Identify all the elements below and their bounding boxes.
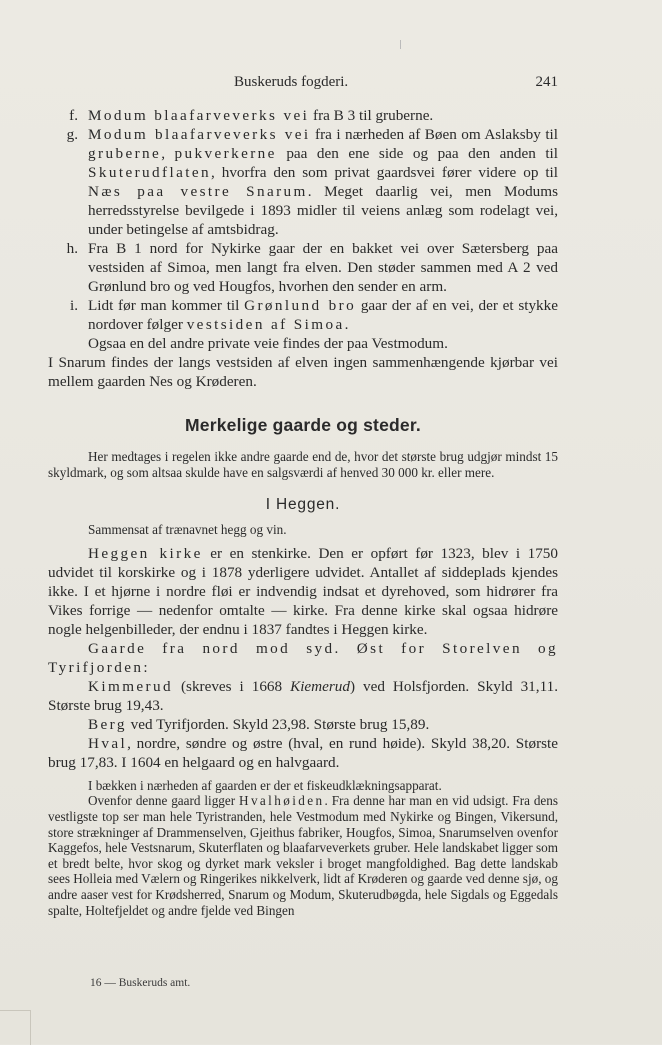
- spaced-term: pukverkerne: [174, 145, 277, 162]
- page-body: [48, 106, 558, 918]
- section-intro: Her medtages i regelen ikke andre gaarde end de, hvor det største brug udgjør mindst 15 skyldmark, og som altsaa skulde have en salgsværdi af henved 30 000 kr. eller mere.: [48, 449, 558, 480]
- page-number: 241: [535, 74, 558, 90]
- church-paragraph: [48, 544, 558, 639]
- road-text: gaar der af en vei, der et stykke nordover følger: [88, 297, 558, 333]
- scan-speck: [400, 40, 401, 49]
- spaced-term: Hvalhøiden: [239, 793, 325, 809]
- item-marker: h.: [66, 240, 78, 257]
- item-marker: f.: [69, 107, 78, 124]
- road-text: Fra B 1 nord for Nykirke gaar der en bakket vei over Sætersberg paa vestsiden af Simoa, men langt fra elven. Den støder sammen med A 2 ved Grønlund bro og ved Hougfos, hvorhen den sender en arm.: [88, 240, 558, 295]
- road-item-i: [48, 296, 558, 334]
- note-text: Ovenfor denne gaard ligger: [88, 793, 240, 809]
- hval-notes: [48, 778, 558, 918]
- spaced-term: gruberne: [88, 145, 162, 162]
- farm-text: , nordre, søndre og østre (hval, en rund høide). Skyld 38,20. Største brug 17,83. I 1604 en helgaard og en halvgaard.: [48, 734, 558, 771]
- paragraph-private-roads: Ogsaa en del andre private veie findes der paa Vestmodum.: [88, 335, 448, 352]
- road-name: Modum blaafarveverks vei: [88, 126, 311, 143]
- spaced-term: Næs paa vestre Snarum: [88, 183, 308, 200]
- road-text: fra B 3 til gruberne.: [309, 107, 434, 124]
- road-text: paa den ene side og paa den anden til: [276, 145, 558, 162]
- item-marker: g.: [66, 126, 78, 143]
- farm-entry: [48, 677, 558, 715]
- farm-text: ved Tyrifjorden. Skyld 23,98. Største brug 15,89.: [126, 715, 430, 733]
- farm-name: Kimmerud: [88, 677, 174, 695]
- farm-entry: [48, 734, 558, 772]
- road-text: ,: [161, 145, 175, 162]
- church-text: er en stenkirke. Den er opført før 1323, blev i 1750 udvidet til korskirke og i 1878 yderligere udvidet. Antallet af siddeplads kjendes ikke. I et hjørne i nordre fløi er indvendig indsat et dyrehoved, som hidrører fra Vikes forrige — nedenfor omtalte — kirke. Fra denne kirke skal ogsaa hidrøre nogle helgenbilleder, der endnu i 1837 fandtes i Heggen kirke.: [48, 544, 558, 638]
- road-item-g: [48, 125, 558, 239]
- page-header: [48, 74, 558, 96]
- name-origin: Sammensat af trænavnet hegg og vin.: [88, 522, 287, 538]
- signature-line: 16 — Buskeruds amt.: [90, 977, 191, 989]
- farm-entry: [48, 715, 558, 734]
- section-title: Merkelige gaarde og steder.: [185, 415, 421, 435]
- spaced-term: Skuterudflaten: [88, 164, 212, 181]
- farm-alt-name: Kiemerud: [290, 677, 350, 695]
- road-text: Lidt før man kommer til: [88, 297, 245, 314]
- farm-name: Hval: [88, 734, 128, 752]
- spaced-term: Grønlund bro: [244, 297, 357, 314]
- subsection-title: I Heggen.: [265, 496, 341, 514]
- item-marker: i.: [69, 297, 78, 314]
- spaced-term: vestsiden af Simoa: [186, 316, 345, 333]
- note-text: . Fra denne har man en vid udsigt. Fra dens vestligste top ser man hele Tyristranden, hele Vestmodum med Nykirke og Bingen, Vikersund, store strækninger af Drammenselven, Gjeithus fabriker, Hougfos, Simoa, Snarumselven ovenfor Kaggefos, hele Vestsnarum, Skuterflaten og blaafarveverkets gruber. Hele landskabet ligger som et bredt belte, hvor skog og dyrket mark veksler i broget mangfoldighed. Bag dette landskab sees Holleia med Vælern og Ringerikes nikkelverk, lidt af Krøderen og gaarde ved denne sjø, og andre aaser vest for Krødsherred, Snarum og Modum, Skuterudbøgda, hele Sigdals og Eggedals spalte, Holtefjeldet og andre fjelde ved Bingen: [48, 793, 558, 918]
- road-text: .: [344, 316, 349, 333]
- running-title: Buskeruds fogderi.: [234, 74, 349, 90]
- hval-note: I bækken i nærheden af gaarden er der et fiskeudklækningsapparat.: [88, 777, 442, 793]
- road-text: . Meget daarlig vei, men Modums herredsstyrelse bevilgede i 1893 midler til veiens anlæg som rodelagt vei, under betingelse af amtsbidrag.: [88, 183, 558, 238]
- farm-name: Berg: [88, 715, 127, 733]
- paragraph-snarum: I Snarum findes der langs vestsiden af elven ingen sammenhængende kjørbar vei mellem gaarden Nes og Krøderen.: [48, 354, 558, 390]
- road-item-h: [48, 239, 558, 296]
- church-name: Heggen kirke: [88, 544, 203, 562]
- farm-text: (skreves i 1668: [173, 677, 291, 695]
- hval-note: [48, 793, 558, 918]
- road-text: , hvorfra den som privat gaardsvei fører videre op til: [211, 164, 558, 181]
- farm-text: ) ved Holsfjorden. Skyld 31,11. Største brug 19,43.: [48, 677, 558, 714]
- road-text: fra i nærheden af Bøen om Aslaksby til: [310, 126, 558, 143]
- scan-edge: [0, 1010, 31, 1045]
- farms-heading: Gaarde fra nord mod syd. Øst for Storelven og Tyrifjorden:: [48, 639, 558, 676]
- road-item-f: [48, 106, 558, 125]
- road-name: Modum blaafarveverks vei: [88, 107, 310, 124]
